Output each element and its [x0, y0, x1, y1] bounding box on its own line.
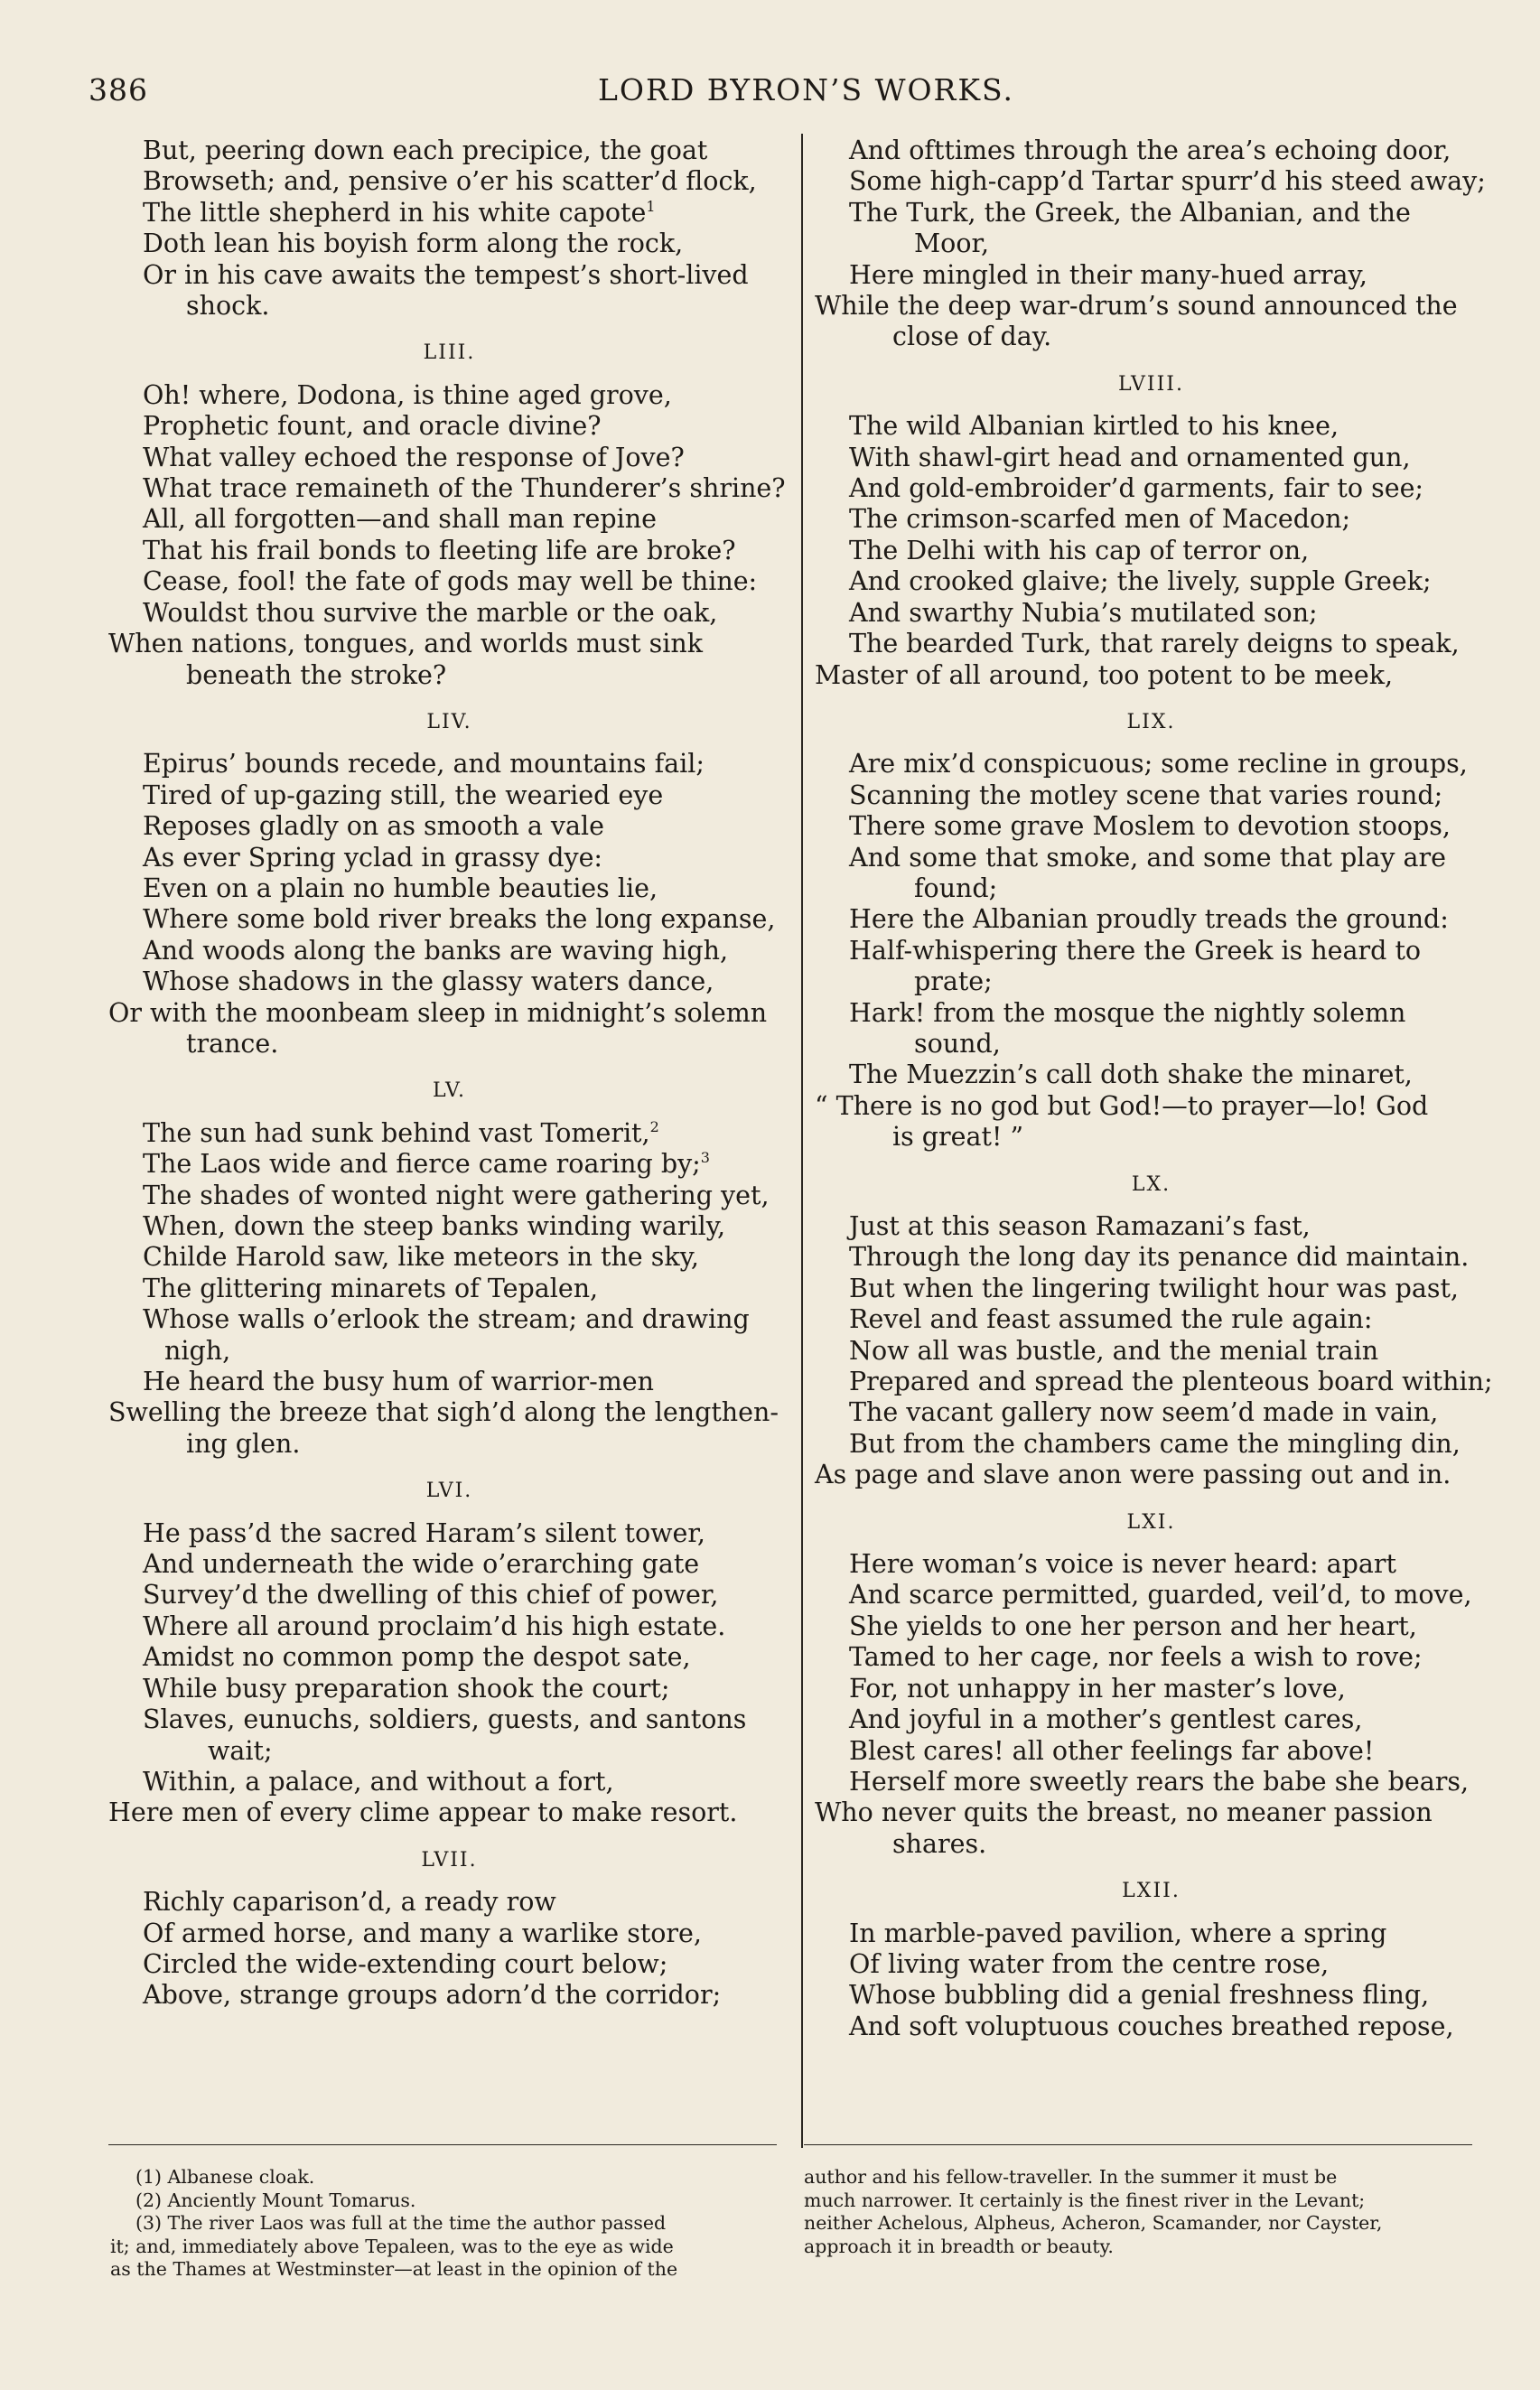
verse-line: [815, 1367, 1493, 1397]
verse-text: But from the chambers came the mingling din,: [849, 1428, 1461, 1459]
verse-text: And scarce permitted, guarded, veil’d, to move,: [849, 1580, 1472, 1610]
verse-text: Of armed horse, and many a warlike store,: [143, 1918, 702, 1948]
verse-line: [815, 135, 1488, 166]
verse-line: [815, 598, 1488, 629]
verse-text: Above, strange groups adorn’d the corridor;: [143, 1980, 722, 2011]
verse-line: [108, 566, 790, 597]
verse-line: [108, 1149, 790, 1180]
verse-text: nigh,: [164, 1335, 231, 1366]
verse-line: [815, 1460, 1488, 1490]
verse-line: [815, 1580, 1488, 1610]
running-head: LORD BYRON’S WORKS.: [598, 72, 1014, 107]
verse-text: The vacant gallery now seem’d made in vain,: [849, 1397, 1439, 1428]
verse-line: [108, 660, 790, 691]
verse-line: [815, 411, 1488, 442]
verse-text: close of day.: [892, 322, 1052, 352]
verse-line: [108, 1704, 790, 1735]
footnote-rule-left: [108, 2144, 777, 2145]
footnote-rule-right: [804, 2144, 1472, 2145]
stanza-number: LXI.: [1126, 1510, 1176, 1534]
stanza-number: LXII.: [1122, 1880, 1181, 1903]
verse-line: [815, 873, 1488, 904]
verse-line: [815, 1980, 1488, 2011]
verse-line: [815, 1211, 1488, 1242]
stanza-number: LV.: [432, 1079, 467, 1103]
verse-text: And swarthy Nubia’s mutilated son;: [849, 597, 1318, 628]
verse-line: [815, 749, 1488, 780]
verse-text: There some grave Moslem to devotion stoops,: [849, 811, 1451, 842]
verse-text: Who never quits the breast, no meaner passion: [815, 1797, 1433, 1828]
verse-line: [815, 1829, 1488, 1860]
verse-text: Here woman’s voice is never heard: apart: [849, 1549, 1396, 1580]
verse-line: [815, 1060, 1488, 1090]
verse-line: [815, 1767, 1488, 1797]
verse-line: [108, 198, 790, 229]
verse-text: The bearded Turk, that rarely deigns to speak,: [849, 629, 1460, 659]
footnote-line: author and his fellow-traveller. In the summer it must be: [804, 2166, 1338, 2188]
footnote-marker: 1: [646, 197, 656, 215]
verse-text: is great! ”: [892, 1122, 1024, 1153]
verse-line: [815, 291, 1488, 322]
verse-text: Here the Albanian proudly treads the ground:: [849, 904, 1449, 935]
verse-text: Circled the wide-extending court below;: [143, 1948, 668, 1979]
verse-line: [815, 1274, 1488, 1304]
verse-text: shock.: [186, 291, 270, 322]
footnote-line: as the Thames at Westminster—at least in the opinion of the: [110, 2258, 678, 2280]
stanza-cont: [108, 135, 790, 322]
verse-line: [108, 1949, 790, 1980]
verse-text: The glittering minarets of Tepalen,: [143, 1273, 599, 1303]
verse-text: found;: [914, 873, 998, 903]
verse-line: [108, 1797, 790, 1828]
verse-line: [108, 1980, 790, 2011]
verse-line: [815, 1736, 1488, 1767]
verse-line: [815, 473, 1488, 504]
verse-line: [108, 1518, 790, 1549]
verse-line: [815, 1304, 1488, 1335]
left-column: [108, 135, 790, 2012]
verse-text: Wouldst thou survive the marble or the oak,: [143, 597, 718, 628]
verse-line: [815, 936, 1488, 966]
verse-line: [108, 1118, 790, 1149]
verse-line: [815, 1704, 1488, 1735]
verse-text: Richly caparison’d, a ready row: [143, 1887, 556, 1918]
verse-line: [815, 1029, 1488, 1060]
verse-text: While the deep war-drum’s sound announced the: [815, 291, 1458, 322]
verse-line: [815, 998, 1488, 1029]
verse-text: trance.: [186, 1028, 279, 1059]
stanza-lviii: [815, 369, 1488, 691]
verse-line: [815, 1091, 1488, 1122]
verse-text: Hark! from the mosque the nightly solemn: [849, 997, 1406, 1028]
verse-line: [108, 443, 790, 473]
verse-line: [108, 1242, 790, 1273]
stanza-lxi: [815, 1508, 1488, 1860]
verse-line: [815, 1336, 1488, 1367]
footnote-line: (3) The river Laos was full at the time the author passed: [135, 2212, 667, 2234]
verse-line: [108, 1674, 790, 1704]
verse-line: [815, 1611, 1488, 1642]
verse-text: That his frail bonds to fleeting life are broke?: [143, 535, 736, 565]
verse-text: Here men of every clime appear to make resort.: [108, 1797, 738, 1828]
footnote-line: approach it in breadth or beauty.: [804, 2235, 1114, 2257]
verse-text: The crimson-scarfed men of Macedon;: [849, 504, 1351, 535]
verse-text: beneath the stroke?: [186, 659, 447, 690]
stanza-lvii: [108, 1845, 790, 2012]
verse-text: Through the long day its penance did maintain.: [849, 1242, 1470, 1273]
column-divider: [801, 134, 803, 2148]
verse-text: Even on a plain no humble beauties lie,: [143, 873, 658, 903]
verse-line: [108, 1549, 790, 1580]
verse-text: And soft voluptuous couches breathed repose,: [849, 2011, 1454, 2041]
verse-line: [108, 166, 790, 197]
verse-text: All, all forgotten—and shall man repine: [143, 504, 657, 535]
verse-line: [108, 1211, 790, 1242]
verse-text: Childe Harold saw, like meteors in the sky,: [143, 1242, 699, 1273]
verse-line: [108, 411, 790, 442]
verse-line: [108, 504, 790, 535]
verse-text: prate;: [914, 966, 993, 997]
verse-text: The wild Albanian kirtled to his knee,: [849, 411, 1339, 442]
footnotes-right: [804, 2166, 1472, 2258]
verse-text: Or in his cave awaits the tempest’s short-lived: [143, 259, 749, 290]
verse-line: [108, 536, 790, 566]
verse-text: But when the lingering twilight hour was past,: [849, 1273, 1459, 1303]
verse-text: Slaves, eunuchs, soldiers, guests, and santons: [143, 1704, 747, 1735]
verse-text: While busy preparation shook the court;: [143, 1673, 670, 1704]
verse-text: Where some bold river breaks the long expanse,: [143, 904, 776, 935]
verse-text: Prophetic fount, and oracle divine?: [143, 411, 602, 442]
verse-text: And woods along the banks are waving high,: [143, 935, 729, 966]
footnote-marker: 3: [700, 1149, 710, 1167]
verse-line: [815, 2012, 1488, 2042]
verse-text: Here mingled in their many-hued array,: [849, 259, 1367, 290]
verse-text: As page and slave anon were passing out and in.: [815, 1460, 1451, 1490]
stanza-number: LVIII.: [1118, 372, 1184, 396]
verse-text: Within, a palace, and without a fort,: [143, 1766, 614, 1797]
verse-line: [815, 811, 1488, 842]
verse-line: [815, 780, 1488, 811]
page-header: [0, 72, 1540, 117]
verse-text: Tired of up-gazing still, the wearied eye: [143, 780, 664, 810]
verse-line: [108, 1919, 790, 1949]
verse-text: Moor,: [914, 229, 990, 259]
verse-line: [108, 873, 790, 904]
verse-line: [108, 1642, 790, 1673]
verse-text: sound,: [914, 1028, 1001, 1059]
stanza-lv: [108, 1076, 790, 1460]
verse-line: [815, 1549, 1488, 1580]
verse-line: [108, 1580, 790, 1610]
verse-line: [815, 1674, 1488, 1704]
stanza-number: LVI.: [425, 1480, 473, 1503]
right-column: [815, 135, 1493, 2042]
stanza-number: LIV.: [426, 710, 472, 733]
verse-line: [815, 843, 1488, 873]
verse-line: [108, 629, 790, 659]
stanza-lix: [815, 707, 1488, 1153]
verse-text: Where all around proclaim’d his high estate.: [143, 1610, 726, 1641]
verse-text: What valley echoed the response of Jove?: [143, 442, 685, 472]
stanza-cont-r: [815, 135, 1488, 353]
verse-text: What trace remaineth of the Thunderer’s shrine?: [143, 473, 786, 504]
verse-line: [108, 1611, 790, 1642]
verse-line: [815, 566, 1488, 597]
verse-line: [815, 629, 1488, 659]
verse-text: Herself more sweetly rears the babe she bears,: [849, 1766, 1470, 1797]
verse-text: Swelling the breeze that sigh’d along the lengthen-: [108, 1397, 779, 1428]
footnote-line: much narrower. It certainly is the finest river in the Levant;: [804, 2189, 1366, 2211]
verse-text: Blest cares! all other feelings far above!: [849, 1735, 1375, 1766]
verse-line: [108, 780, 790, 811]
verse-text: Prepared and spread the plenteous board within;: [849, 1367, 1493, 1397]
footnotes-left: [110, 2166, 779, 2282]
verse-line: [815, 1949, 1488, 1980]
verse-text: Whose bubbling did a genial freshness fling,: [849, 1980, 1430, 2011]
verse-text: The little shepherd in his white capote: [143, 197, 647, 228]
verse-line: [815, 198, 1488, 229]
verse-line: [815, 1397, 1488, 1428]
verse-line: [108, 135, 790, 166]
stanza-lxii: [815, 1876, 1488, 2042]
verse-text: And gold-embroider’d garments, fair to see;: [849, 473, 1424, 504]
verse-text: And joyful in a mother’s gentlest cares,: [849, 1704, 1363, 1735]
verse-line: [815, 322, 1488, 352]
verse-line: [815, 536, 1488, 566]
verse-text: The shades of wonted night were gathering yet,: [143, 1180, 770, 1210]
verse-line: [108, 811, 790, 842]
verse-line: [108, 1736, 790, 1767]
verse-line: [108, 291, 790, 322]
verse-text: Doth lean his boyish form along the rock,: [143, 229, 684, 259]
verse-text: And crooked glaive; the lively, supple Greek;: [849, 566, 1432, 597]
verse-line: [815, 443, 1488, 473]
verse-text: Or with the moonbeam sleep in midnight’s solemn: [108, 997, 768, 1028]
verse-text: Survey’d the dwelling of this chief of power,: [143, 1580, 719, 1610]
verse-line: [108, 936, 790, 966]
verse-text: With shawl-girt head and ornamented gun,: [849, 442, 1411, 472]
verse-text: Amidst no common pomp the despot sate,: [143, 1642, 691, 1673]
verse-line: [815, 1429, 1488, 1460]
verse-text: wait;: [208, 1735, 273, 1766]
verse-line: [108, 1181, 790, 1211]
verse-text: Scanning the motley scene that varies round;: [849, 780, 1443, 810]
verse-text: shares.: [892, 1828, 987, 1859]
verse-text: “ There is no god but God!—to prayer—lo! God: [815, 1090, 1429, 1121]
verse-text: And underneath the wide o’erarching gate: [143, 1549, 700, 1580]
verse-line: [815, 1122, 1488, 1153]
verse-line: [108, 598, 790, 629]
verse-text: The Muezzin’s call doth shake the minaret,: [849, 1060, 1413, 1090]
verse-text: When nations, tongues, and worlds must sink: [108, 629, 704, 659]
footnote-line: (2) Anciently Mount Tomarus.: [135, 2189, 416, 2211]
verse-line: [815, 260, 1488, 291]
verse-text: Of living water from the centre rose,: [849, 1948, 1330, 1979]
verse-text: Now all was bustle, and the menial train: [849, 1335, 1379, 1366]
verse-line: [108, 1029, 790, 1060]
verse-text: Oh! where, Dodona, is thine aged grove,: [143, 379, 672, 410]
verse-text: And some that smoke, and some that play are: [849, 842, 1447, 873]
verse-line: [815, 1797, 1488, 1828]
verse-line: [108, 1274, 790, 1304]
footnote-line: (1) Albanese cloak.: [135, 2166, 315, 2188]
verse-line: [108, 998, 790, 1029]
verse-line: [815, 966, 1488, 997]
stanza-liv: [108, 707, 790, 1060]
verse-line: [815, 166, 1488, 197]
verse-text: In marble-paved pavilion, where a spring: [849, 1918, 1387, 1948]
verse-line: [108, 1767, 790, 1797]
verse-text: He pass’d the sacred Haram’s silent tower,: [143, 1517, 705, 1548]
verse-text: Reposes gladly on as smooth a vale: [143, 811, 604, 842]
verse-line: [108, 843, 790, 873]
verse-line: [815, 1242, 1488, 1273]
verse-text: ing glen.: [186, 1428, 301, 1459]
stanza-number: LVII.: [421, 1848, 478, 1872]
verse-text: The Delhi with his cap of terror on,: [849, 535, 1310, 565]
verse-text: Some high-capp’d Tartar spurr’d his steed away;: [849, 166, 1486, 197]
verse-line: [108, 473, 790, 504]
verse-line: [108, 966, 790, 997]
verse-line: [108, 1367, 790, 1397]
stanza-lvi: [108, 1476, 790, 1828]
verse-text: Epirus’ bounds recede, and mountains fail;: [143, 749, 705, 780]
verse-text: The sun had sunk behind vast Tomerit,: [143, 1117, 650, 1148]
verse-line: [815, 1642, 1488, 1673]
verse-text: He heard the busy hum of warrior-men: [143, 1367, 655, 1397]
verse-line: [108, 1429, 790, 1460]
verse-line: [815, 660, 1488, 691]
stanza-liii: [108, 338, 790, 690]
verse-text: She yields to one her person and her heart,: [849, 1610, 1417, 1641]
verse-line: [108, 749, 790, 780]
verse-line: [108, 229, 790, 259]
verse-text: Browseth; and, pensive o’er his scatter’d flock,: [143, 166, 757, 197]
verse-text: Cease, fool! the fate of gods may well be thine:: [143, 566, 758, 597]
verse-text: And ofttimes through the area’s echoing door,: [849, 135, 1451, 165]
verse-line: [108, 1304, 790, 1335]
verse-text: Are mix’d conspicuous; some recline in groups,: [849, 749, 1468, 780]
verse-line: [815, 904, 1488, 935]
verse-line: [108, 904, 790, 935]
verse-line: [815, 504, 1488, 535]
verse-text: Whose shadows in the glassy waters dance,: [143, 966, 714, 997]
stanza-number: LIX.: [1126, 710, 1176, 733]
page-number: 386: [89, 72, 148, 107]
stanza-lx: [815, 1170, 1493, 1491]
verse-text: When, down the steep banks winding warily,: [143, 1211, 726, 1241]
verse-line: [815, 229, 1488, 259]
verse-line: [108, 380, 790, 411]
verse-text: For, not unhappy in her master’s love,: [849, 1673, 1346, 1704]
footnote-line: it; and, immediately above Tepaleen, was to the eye as wide: [110, 2235, 674, 2257]
verse-line: [108, 1397, 790, 1428]
verse-text: As ever Spring yclad in grassy dye:: [143, 842, 603, 873]
stanza-number: LIII.: [423, 341, 476, 365]
verse-line: [108, 1887, 790, 1918]
verse-text: But, peering down each precipice, the goat: [143, 135, 708, 165]
verse-text: Master of all around, too potent to be meek,: [815, 659, 1394, 690]
verse-line: [108, 1336, 790, 1367]
verse-text: Tamed to her cage, nor feels a wish to rove;: [849, 1642, 1423, 1673]
verse-line: [108, 260, 790, 291]
verse-text: Revel and feast assumed the rule again:: [849, 1304, 1373, 1335]
stanza-number: LX.: [1131, 1172, 1171, 1196]
verse-text: Just at this season Ramazani’s fast,: [849, 1211, 1311, 1241]
verse-line: [815, 1919, 1488, 1949]
footnote-line: neither Achelous, Alpheus, Acheron, Scamander, nor Cayster,: [804, 2212, 1383, 2234]
footnote-marker: 2: [649, 1117, 659, 1135]
verse-text: Half-whispering there the Greek is heard to: [849, 935, 1422, 966]
verse-text: Whose walls o’erlook the stream; and drawing: [143, 1304, 750, 1335]
verse-text: The Laos wide and fierce came roaring by;: [143, 1149, 701, 1180]
verse-text: The Turk, the Greek, the Albanian, and the: [849, 197, 1411, 228]
